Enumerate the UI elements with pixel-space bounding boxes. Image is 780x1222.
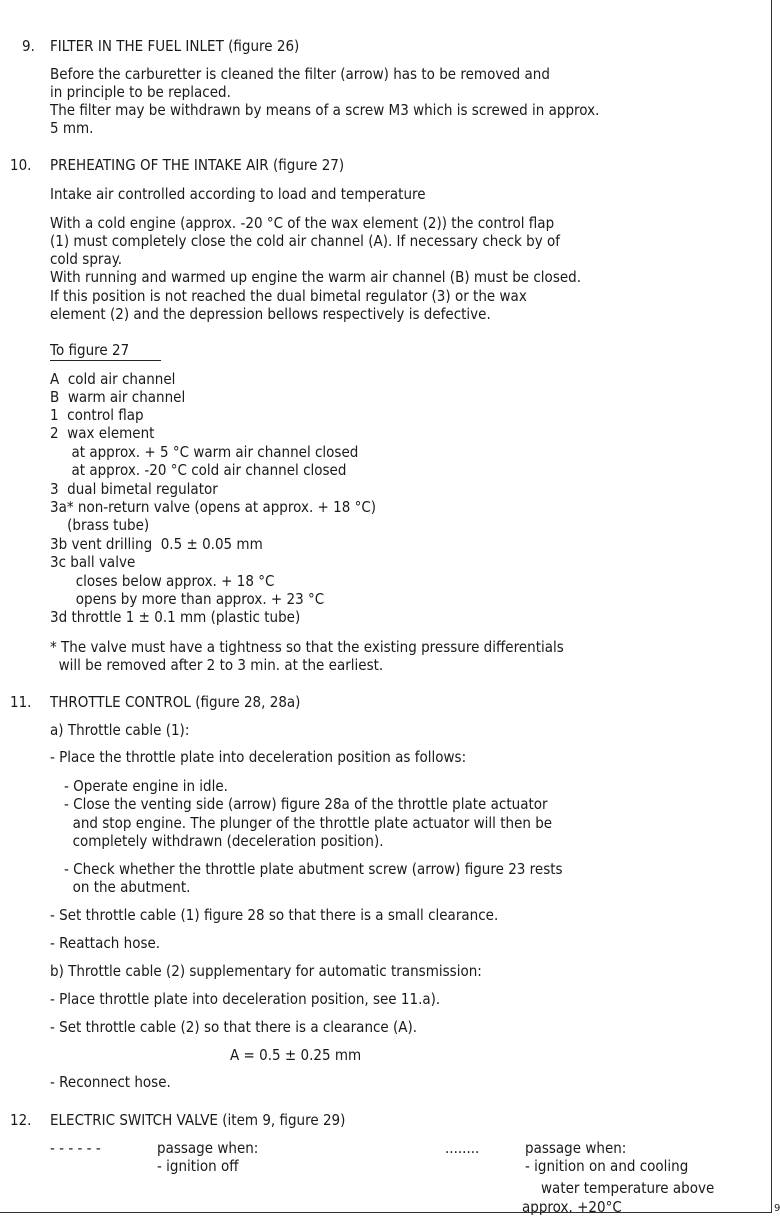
section-number: 9.	[22, 37, 35, 55]
section-heading: THROTTLE CONTROL (figure 28, 28a)	[50, 693, 301, 711]
intro-line: Intake air controlled according to load and temperature	[50, 185, 426, 203]
key-item: - ignition off	[157, 1157, 239, 1175]
key-item: water temperature above	[541, 1179, 715, 1197]
subsection-title: a) Throttle cable (1):	[50, 721, 190, 739]
key-label: passage when:	[525, 1139, 627, 1157]
legend-title-underline	[50, 360, 161, 361]
legend-item: (brass tube)	[50, 516, 150, 534]
legend-item: 3a* non-return valve (opens at approx. + 18 °C)	[50, 498, 377, 516]
paragraph-line: cold spray.	[50, 250, 123, 268]
section-number: 12.	[10, 1111, 32, 1129]
step-line: - Place throttle plate into deceleration position, see 11.a).	[50, 990, 441, 1008]
step-line: - Set throttle cable (1) figure 28 so that there is a small clearance.	[50, 906, 499, 924]
substep-line: and stop engine. The plunger of the throttle plate actuator will then be	[64, 814, 553, 832]
paragraph-line: Before the carburetter is cleaned the filter (arrow) has to be removed and	[50, 65, 550, 83]
substep-line: on the abutment.	[64, 878, 191, 896]
step-line: - Reconnect hose.	[50, 1073, 171, 1091]
paragraph-line: element (2) and the depression bellows respectively is defective.	[50, 305, 491, 323]
paragraph-line: With running and warmed up engine the warm air channel (B) must be closed.	[50, 268, 582, 286]
substep-line: - Operate engine in idle.	[64, 777, 228, 795]
key-item: approx. +20°C	[522, 1198, 622, 1216]
dashed-line-key: - - - - - -	[50, 1139, 101, 1157]
paragraph-line: (1) must completely close the cold air channel (A). If necessary check by of	[50, 232, 561, 250]
section-number: 10.	[10, 156, 32, 174]
legend-item: 3c ball valve	[50, 553, 136, 571]
substep-line: - Close the venting side (arrow) figure 28a of the throttle plate actuator	[64, 795, 548, 813]
paragraph-line: With a cold engine (approx. -20 °C of the wax element (2)) the control flap	[50, 214, 555, 232]
section-heading: FILTER IN THE FUEL INLET (figure 26)	[50, 37, 300, 55]
paragraph-line: If this position is not reached the dual bimetal regulator (3) or the wax	[50, 287, 527, 305]
legend-item: 3b vent drilling 0.5 ± 0.05 mm	[50, 535, 263, 553]
section-number: 11.	[10, 693, 32, 711]
key-label: passage when:	[157, 1139, 259, 1157]
substep-line: completely withdrawn (deceleration position).	[64, 832, 384, 850]
legend-item: B warm air channel	[50, 388, 186, 406]
legend-item: at approx. -20 °C cold air channel closed	[50, 461, 347, 479]
paragraph-line: The filter may be withdrawn by means of a screw M3 which is screwed in approx.	[50, 101, 600, 119]
step-line: - Set throttle cable (2) so that there is a clearance (A).	[50, 1018, 418, 1036]
paragraph-line: in principle to be replaced.	[50, 83, 231, 101]
formula: A = 0.5 ± 0.25 mm	[230, 1046, 362, 1064]
page-border-right	[771, 0, 772, 1212]
dotted-line-key: ........	[445, 1139, 480, 1157]
legend-item: 3 dual bimetal regulator	[50, 480, 218, 498]
step-line: - Reattach hose.	[50, 934, 161, 952]
legend-item: closes below approx. + 18 °C	[50, 572, 275, 590]
section-heading: ELECTRIC SWITCH VALVE (item 9, figure 29)	[50, 1111, 346, 1129]
legend-title: To figure 27	[50, 341, 130, 359]
legend-item: opens by more than approx. + 23 °C	[50, 590, 325, 608]
page-border-bottom	[0, 1212, 772, 1213]
legend-item: A cold air channel	[50, 370, 176, 388]
subsection-title: b) Throttle cable (2) supplementary for automatic transmission:	[50, 962, 482, 980]
legend-item: 1 control flap	[50, 406, 144, 424]
legend-item: 3d throttle 1 ± 0.1 mm (plastic tube)	[50, 608, 301, 626]
paragraph-line: 5 mm.	[50, 119, 94, 137]
footnote-line: will be removed after 2 to 3 min. at the earliest.	[50, 656, 384, 674]
legend-item: at approx. + 5 °C warm air channel closed	[50, 443, 359, 461]
section-heading: PREHEATING OF THE INTAKE AIR (figure 27)	[50, 156, 345, 174]
footnote-line: * The valve must have a tightness so that the existing pressure differentials	[50, 638, 564, 656]
page-edge-mark: 9	[774, 1203, 780, 1214]
key-item: - ignition on and cooling	[525, 1157, 689, 1175]
step-line: - Place the throttle plate into deceleration position as follows:	[50, 748, 467, 766]
legend-item: 2 wax element	[50, 424, 155, 442]
substep-line: - Check whether the throttle plate abutment screw (arrow) figure 23 rests	[64, 860, 563, 878]
